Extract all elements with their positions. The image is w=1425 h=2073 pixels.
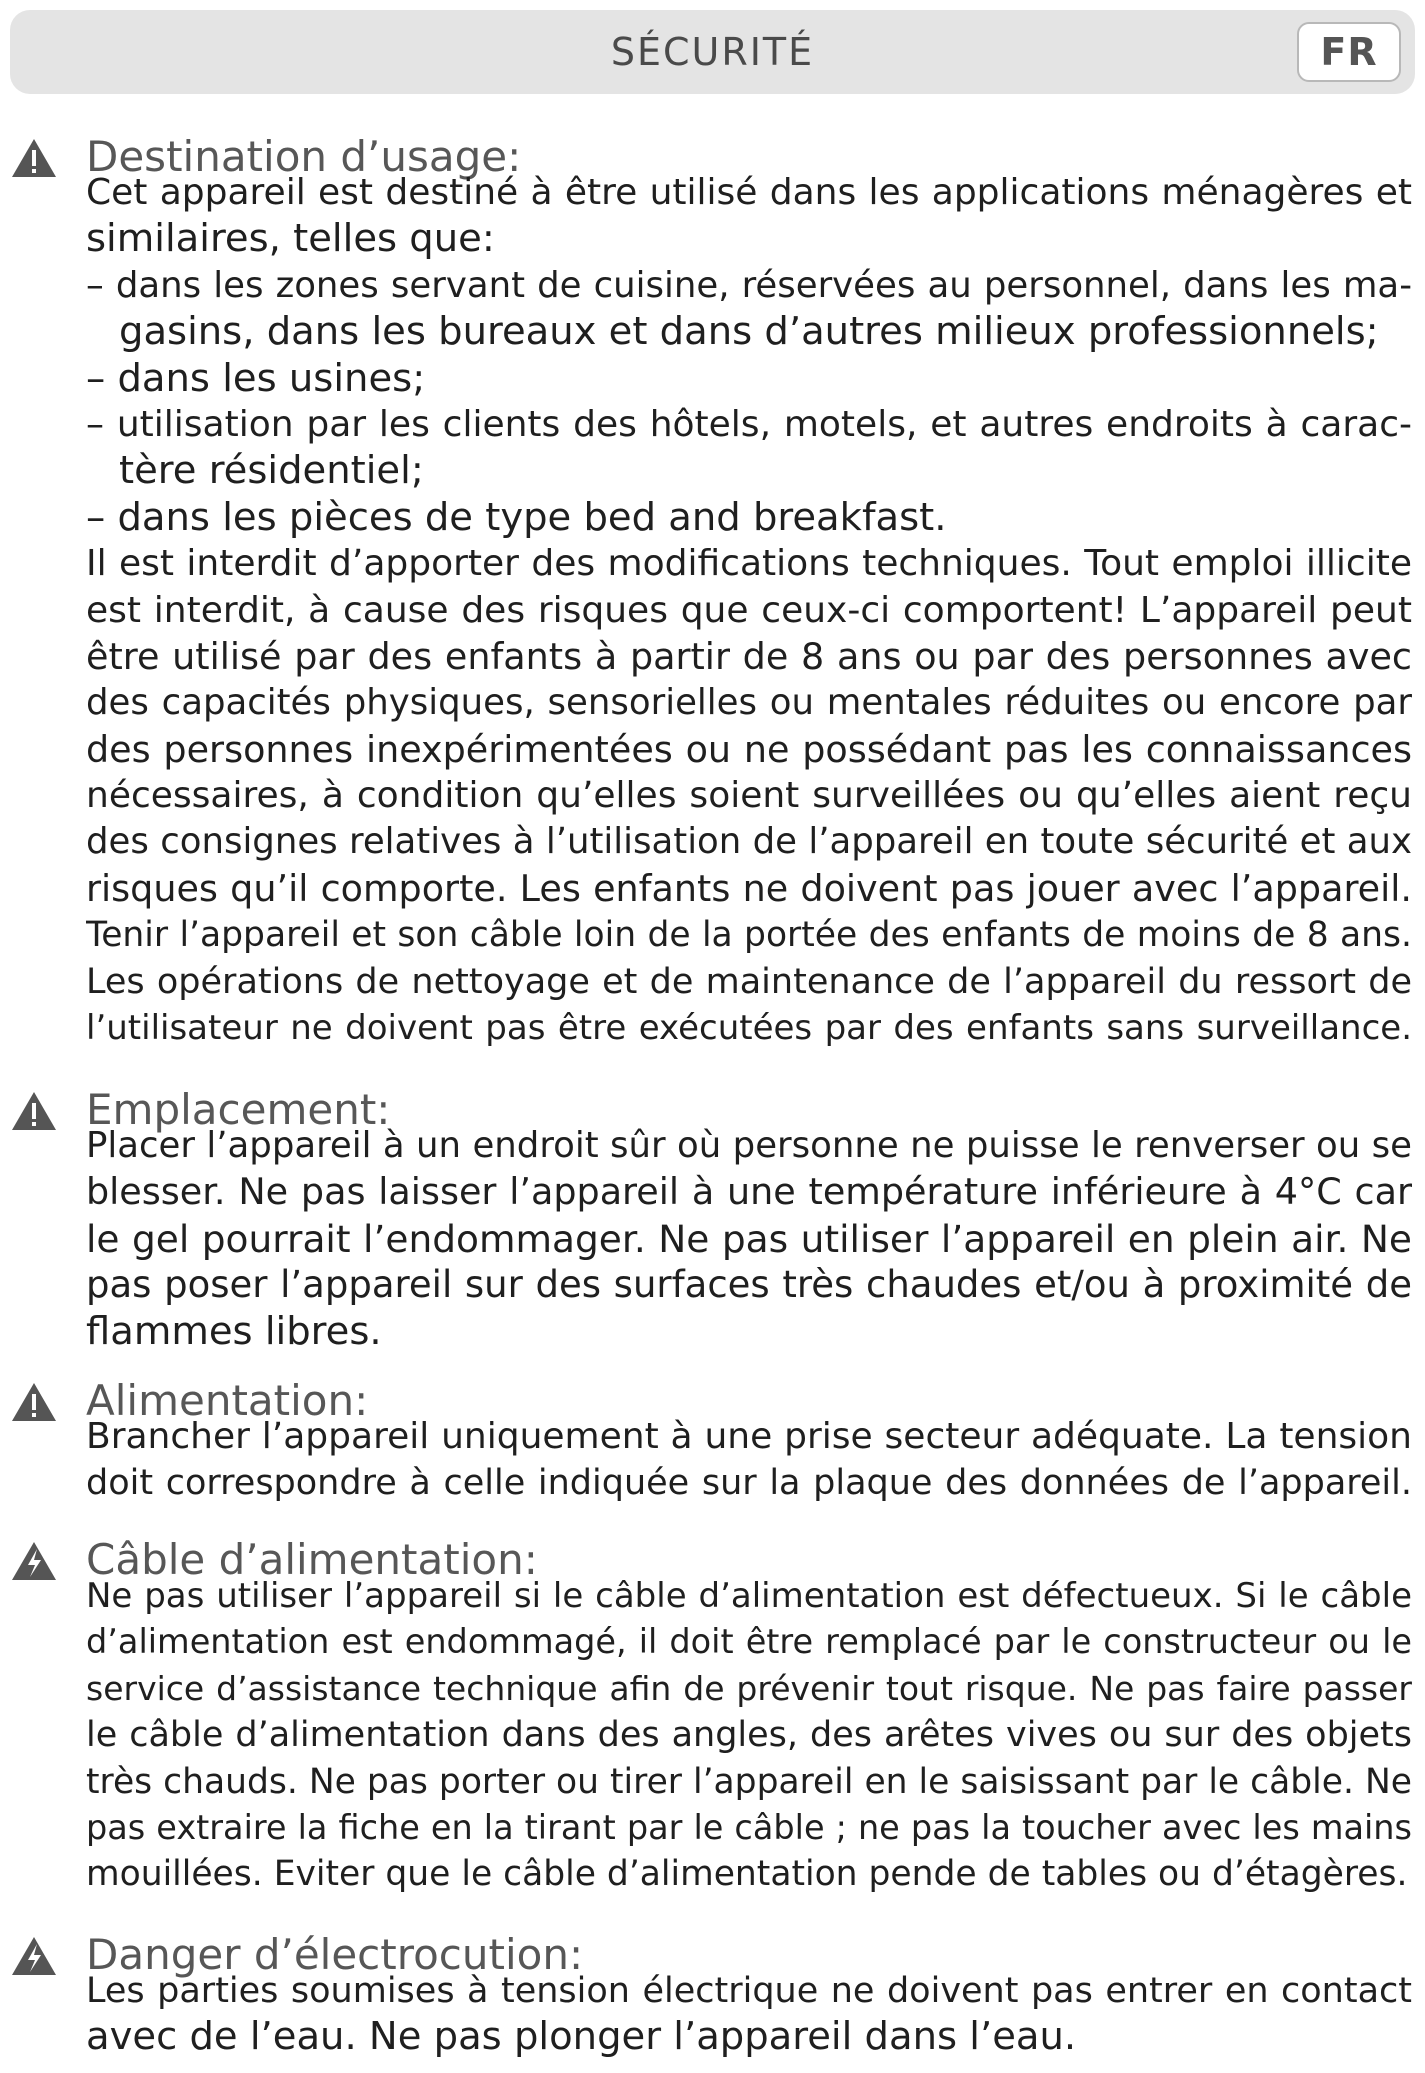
text-line: Brancher l’appareil uniquement à une prise secteur adéquate. La tension bbox=[86, 1416, 1412, 1457]
warning-icon bbox=[11, 1382, 57, 1422]
list-item: – dans les pièces de type bed and breakfast. bbox=[86, 494, 947, 540]
text-line: pas extraire la fiche en la tirant par le câble ; ne pas la toucher avec les mains bbox=[86, 1807, 1412, 1847]
text-line: service d’assistance technique afin de prévenir tout risque. Ne pas faire passer bbox=[86, 1668, 1412, 1708]
section-title: Emplacement: bbox=[86, 1085, 391, 1134]
text-line: risques qu’il comporte. Les enfants ne doivent pas jouer avec l’appareil. bbox=[86, 866, 1412, 910]
list-item-continuation: tère résidentiel; bbox=[119, 448, 424, 494]
section-title: Destination d’usage: bbox=[86, 132, 522, 181]
section-title: Câble d’alimentation: bbox=[86, 1535, 538, 1584]
warning-icon bbox=[11, 1091, 57, 1131]
section-body bbox=[86, 1123, 1412, 1355]
text-line: l’utilisateur ne doivent pas être exécutées par des enfants sans surveillance. bbox=[86, 1008, 1412, 1049]
section-title: Alimentation: bbox=[86, 1376, 369, 1425]
text-line: doit correspondre à celle indiquée sur la plaque des données de l’appareil. bbox=[86, 1463, 1412, 1504]
list-item: – utilisation par les clients des hôtels, motels, et autres endroits à carac- bbox=[86, 403, 1412, 445]
section-body bbox=[86, 170, 1412, 1051]
warning-icon bbox=[11, 1936, 57, 1976]
section-body bbox=[86, 1414, 1412, 1507]
text-line: très chauds. Ne pas porter ou tirer l’appareil en le saisissant par le câble. Ne bbox=[86, 1761, 1412, 1802]
warning-icon bbox=[11, 1541, 57, 1581]
text-line: est interdit, à cause des risques que ceux-ci comportent! L’appareil peut bbox=[86, 589, 1412, 631]
text-line: mouillées. Eviter que le câble d’alimentation pende de tables ou d’étagères. bbox=[86, 1854, 1408, 1895]
list-item: – dans les usines; bbox=[86, 355, 426, 401]
warning-icon bbox=[11, 138, 57, 178]
text-line: le câble d’alimentation dans des angles, des arêtes vives ou sur des objets bbox=[86, 1715, 1412, 1756]
text-line: des capacités physiques, sensorielles ou mentales réduites ou encore par bbox=[86, 682, 1412, 724]
text-line: des consignes relatives à l’utilisation de l’appareil en toute sécurité et aux bbox=[86, 821, 1412, 863]
text-line: Les parties soumises à tension électrique ne doivent pas entrer en contact bbox=[86, 1971, 1412, 2011]
list-item: – dans les zones servant de cuisine, réservées au personnel, dans les ma- bbox=[86, 264, 1412, 306]
text-line: flammes libres. bbox=[86, 1308, 382, 1354]
section-body bbox=[86, 1968, 1412, 2061]
text-line: avec de l’eau. Ne pas plonger l’appareil dans l’eau. bbox=[86, 2014, 1077, 2060]
text-line: blesser. Ne pas laisser l’appareil à une température inférieure à 4°C car bbox=[86, 1170, 1412, 1214]
text-line: Il est interdit d’apporter des modifications techniques. Tout emploi illicite bbox=[86, 543, 1412, 585]
text-line: Cet appareil est destiné à être utilisé dans les applications ménagères et bbox=[86, 172, 1412, 213]
header-title: SÉCURITÉ bbox=[610, 30, 815, 74]
text-line: Tenir l’appareil et son câble loin de la portée des enfants de moins de 8 ans. bbox=[86, 915, 1412, 956]
text-line: des personnes inexpérimentées ou ne possédant pas les connaissances bbox=[86, 727, 1412, 771]
section-body bbox=[86, 1573, 1412, 1898]
text-line: pas poser l’appareil sur des surfaces très chaudes et/ou à proximité de bbox=[86, 1263, 1412, 1307]
list-item-continuation: gasins, dans les bureaux et dans d’autres milieux professionnels; bbox=[119, 309, 1379, 355]
language-badge: FR bbox=[1297, 22, 1401, 82]
text-line: Les opérations de nettoyage et de maintenance de l’appareil du ressort de bbox=[86, 961, 1412, 1002]
text-line: similaires, telles que: bbox=[86, 216, 495, 262]
section-header-bar bbox=[10, 10, 1415, 94]
text-line: Ne pas utiliser l’appareil si le câble d’alimentation est défectueux. Si le câble bbox=[86, 1576, 1412, 1616]
section-title: Danger d’électrocution: bbox=[86, 1930, 584, 1979]
text-line: Placer l’appareil à un endroit sûr où personne ne puisse le renverser ou se bbox=[86, 1125, 1412, 1166]
text-line: nécessaires, à condition qu’elles soient surveillées ou qu’elles aient reçu bbox=[86, 775, 1412, 817]
text-line: d’alimentation est endommagé, il doit être remplacé par le constructeur ou le bbox=[86, 1622, 1412, 1662]
text-line: être utilisé par des enfants à partir de 8 ans ou par des personnes avec bbox=[86, 634, 1412, 678]
text-line: le gel pourrait l’endommager. Ne pas utiliser l’appareil en plein air. Ne bbox=[86, 1216, 1412, 1261]
